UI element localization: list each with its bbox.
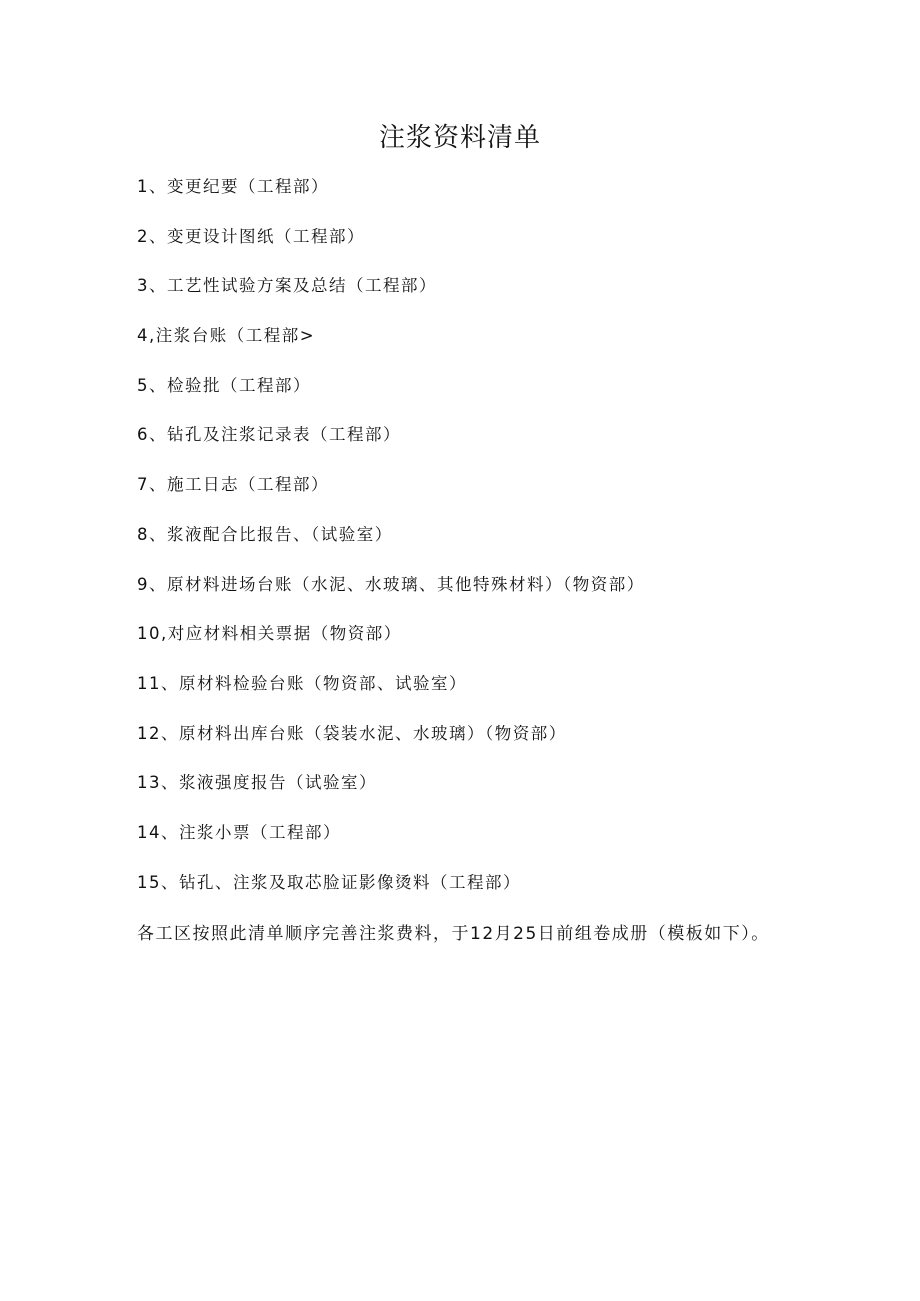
- list-item: 7、施工日志（工程部）: [137, 475, 329, 495]
- list-item: 3、工艺性试验方案及总结（工程部）: [137, 276, 437, 296]
- list-item: 12、原材料出库台账（袋装水泥、水玻璃）（物资部）: [137, 723, 567, 743]
- list-item: 15、钻孔、注浆及取芯脸证影像烫料（工程部）: [137, 872, 521, 892]
- list-item: 13、浆液强度报告（试验室）: [137, 773, 377, 793]
- checklist: [137, 170, 777, 915]
- list-item: 6、钻孔及注浆记录表（工程部）: [137, 425, 401, 445]
- list-item: 8、浆液配合比报告、（试验室）: [137, 524, 393, 544]
- list-item: 1、变更纪要（工程部）: [137, 177, 329, 196]
- list-item: 11、原材料检验台账（物资部、试验室）: [137, 673, 467, 693]
- list-item: 9、原材料进场台账（水泥、水玻璃、其他特殊材料）（物资部）: [137, 574, 645, 594]
- list-item: 14、注浆小票（工程部）: [137, 822, 341, 842]
- list-item: 10,对应材料相关票据（物资部）: [137, 624, 402, 644]
- list-item: 4,注浆台账（工程部>: [137, 326, 316, 346]
- list-item: 2、变更设计图纸（工程部）: [137, 226, 365, 246]
- page-title: 注浆资料清单: [378, 123, 541, 153]
- instruction-note: 各工区按照此清单顺序完善注浆费料，于12月25日前组卷成册（模板如下）。: [137, 924, 770, 944]
- list-item: 5、检验批（工程部）: [137, 375, 311, 395]
